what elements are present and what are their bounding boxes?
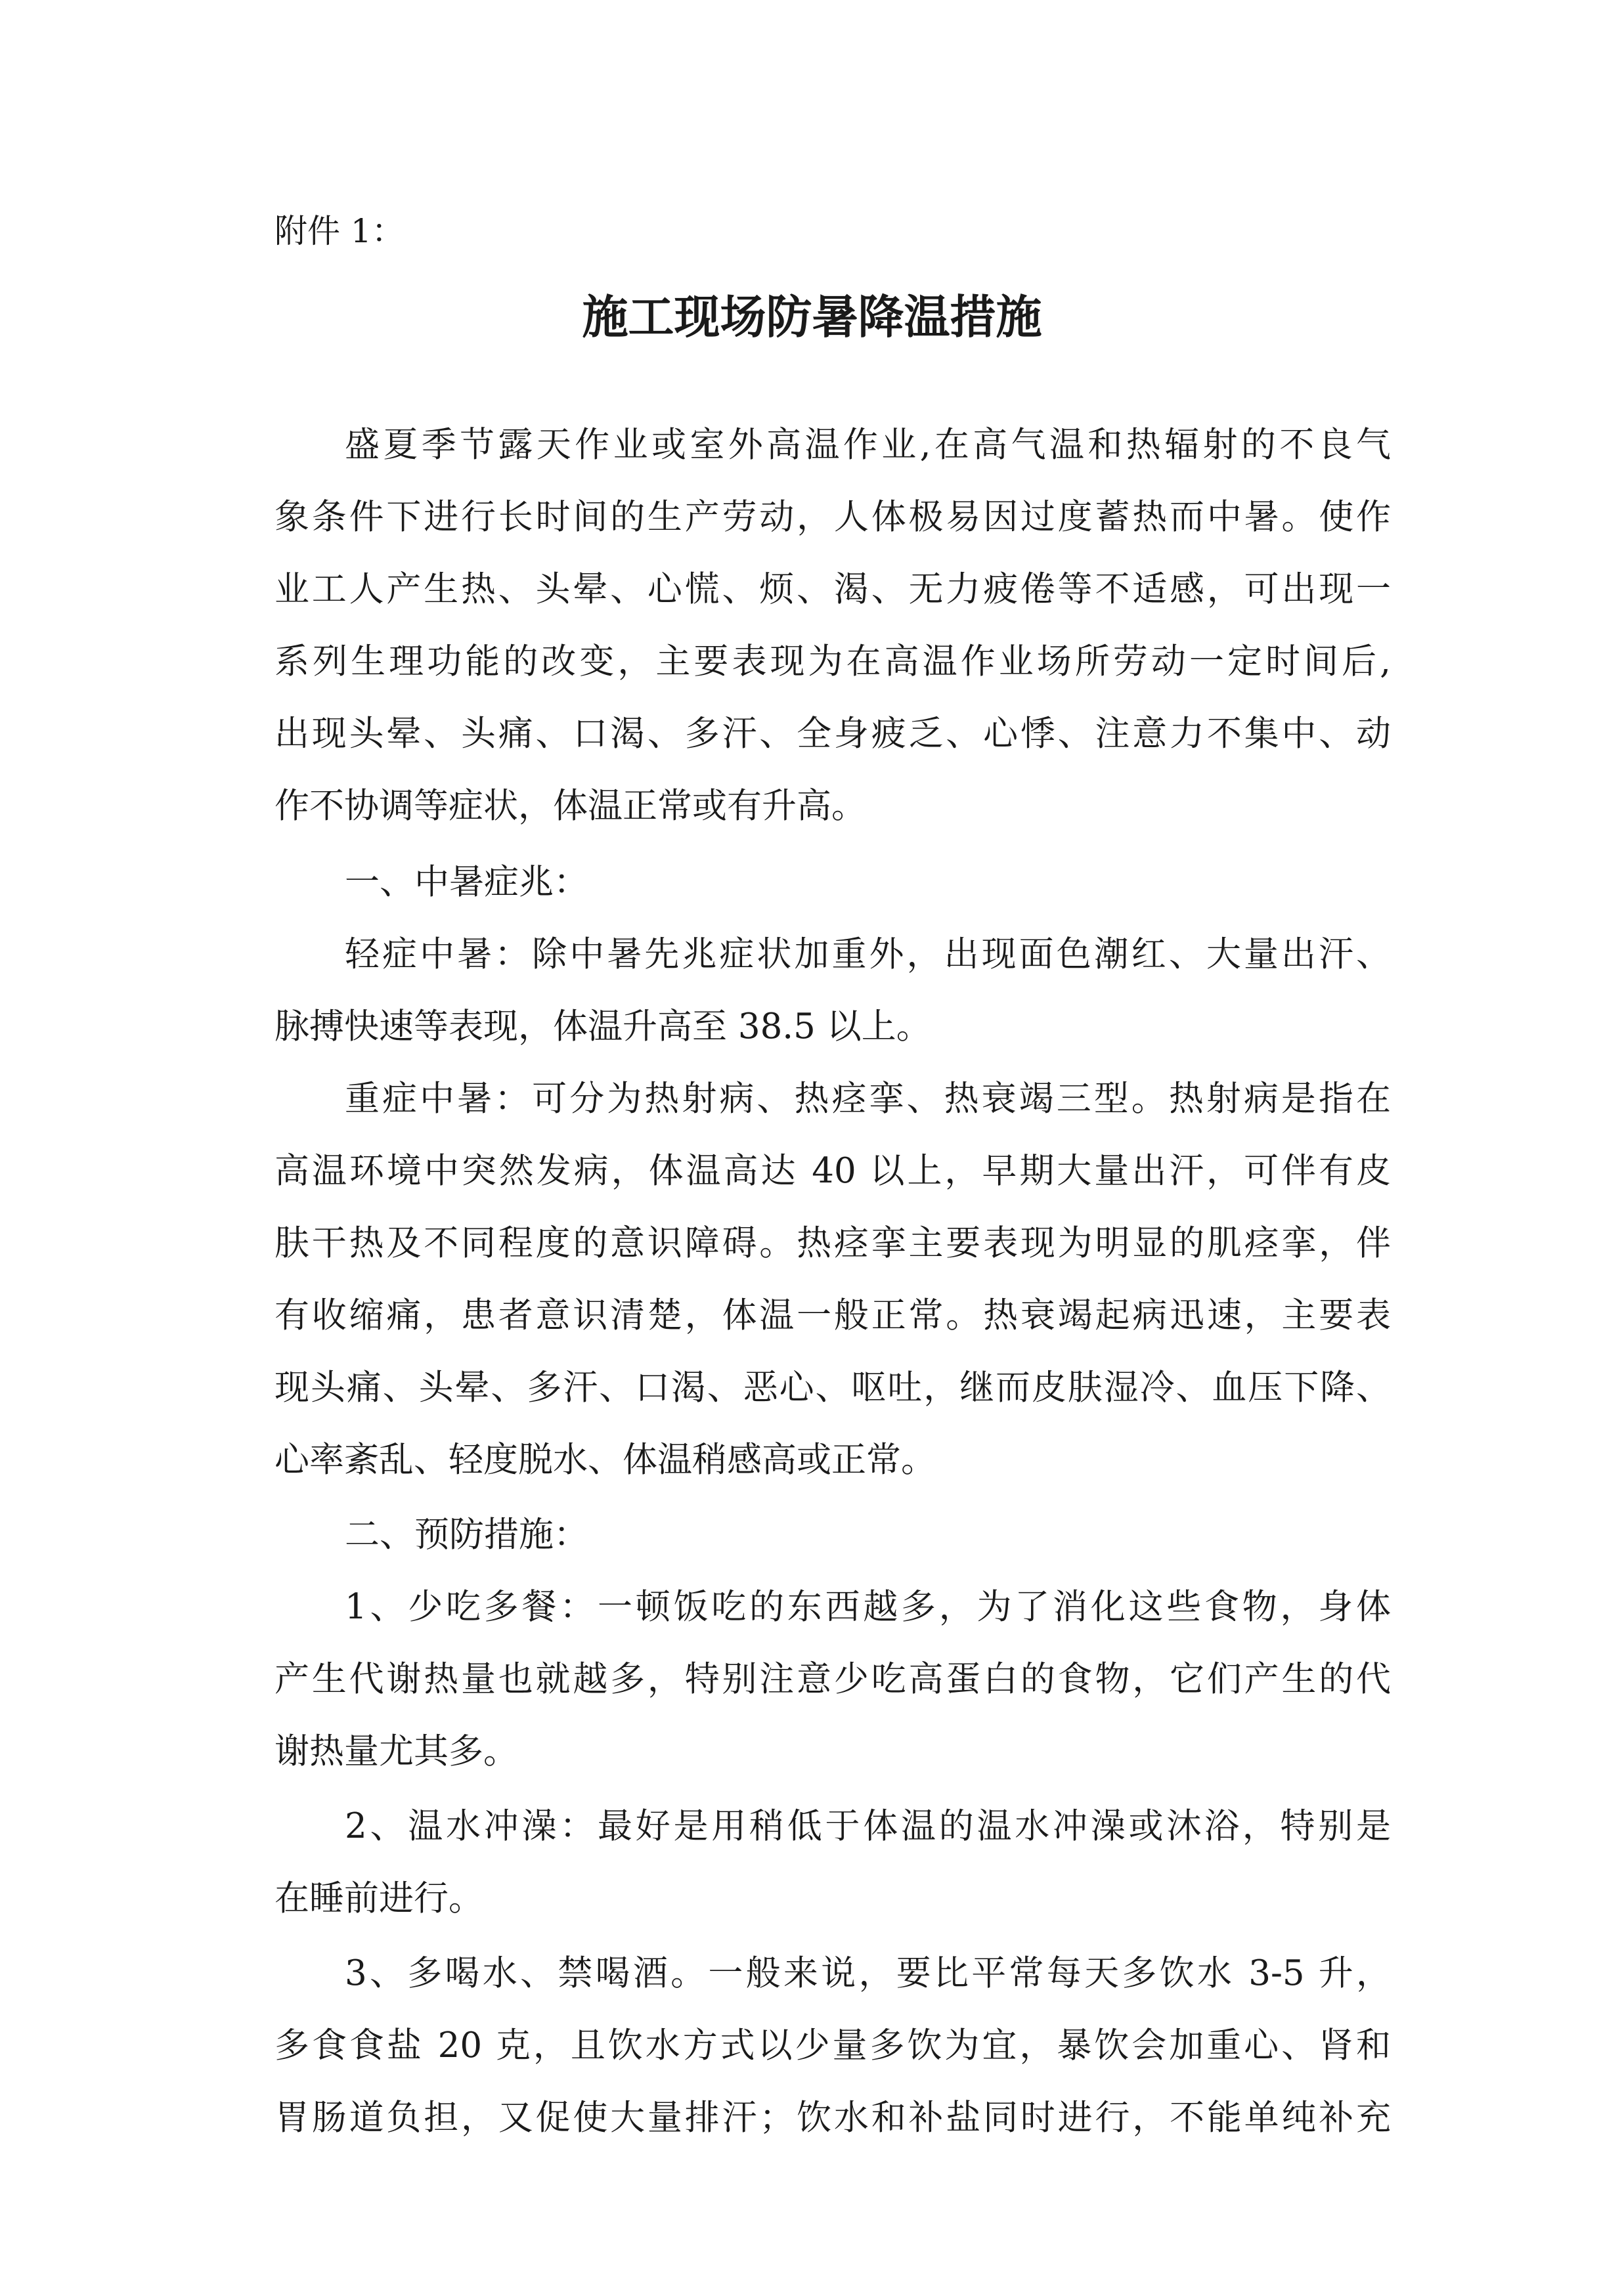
body-line: 心率紊乱、轻度脱水、体温稍感高或正常。 <box>274 1440 936 1480</box>
body-line: 轻症中暑：除中暑先兆症状加重外，出现面色潮红、大量出汗、 <box>345 934 1391 974</box>
body-line: 产生代谢热量也就越多，特别注意少吃高蛋白的食物，它们产生的代 <box>274 1659 1391 1699</box>
body-line: 2、温水冲澡：最好是用稍低于体温的温水冲澡或沐浴，特别是 <box>345 1806 1391 1846</box>
body-line: 谢热量尤其多。 <box>274 1731 518 1771</box>
body-line: 在睡前进行。 <box>274 1878 483 1918</box>
body-line: 胃肠道负担，又促使大量排汗；饮水和补盐同时进行，不能单纯补充 <box>274 2098 1391 2138</box>
document-title: 施工现场防暑降温措施 <box>582 290 1042 344</box>
body-line: 业工人产生热、头晕、心慌、烦、渴、无力疲倦等不适感，可出现一 <box>274 569 1391 609</box>
body-line: 二、预防措施： <box>345 1515 588 1555</box>
body-line: 系列生理功能的改变，主要表现为在高温作业场所劳动一定时间后, <box>274 641 1391 682</box>
body-line: 象条件下进行长时间的生产劳动，人体极易因过度蓄热而中暑。使作 <box>274 497 1391 537</box>
body-line: 现头痛、头晕、多汗、口渴、恶心、呕吐，继而皮肤湿冷、血压下降、 <box>274 1368 1391 1408</box>
body-line: 重症中暑：可分为热射病、热痉挛、热衰竭三型。热射病是指在 <box>345 1079 1391 1119</box>
body-line: 一、中暑症兆： <box>345 862 588 902</box>
body-line: 盛夏季节露天作业或室外高温作业,在高气温和热辐射的不良气 <box>345 425 1391 465</box>
body-line: 有收缩痛，患者意识清楚，体温一般正常。热衰竭起病迅速，主要表 <box>274 1295 1391 1335</box>
body-line: 1、少吃多餐：一顿饭吃的东西越多，为了消化这些食物，身体 <box>345 1587 1391 1627</box>
body-line: 脉搏快速等表现，体温升高至 38.5 以上。 <box>274 1007 931 1047</box>
body-line: 作不协调等症状，体温正常或有升高。 <box>274 786 866 826</box>
body-line: 高温环境中突然发病，体温高达 40 以上，早期大量出汗，可伴有皮 <box>274 1151 1391 1191</box>
body-line: 出现头晕、头痛、口渴、多汗、全身疲乏、心悸、注意力不集中、动 <box>274 714 1391 754</box>
body-line: 3、多喝水、禁喝酒。一般来说，要比平常每天多饮水 3-5 升， <box>345 1953 1391 1993</box>
body-line: 肤干热及不同程度的意识障碍。热痉挛主要表现为明显的肌痉挛，伴 <box>274 1223 1391 1263</box>
body-line: 多食食盐 20 克，且饮水方式以少量多饮为宜，暴饮会加重心、肾和 <box>274 2025 1391 2066</box>
attachment-label: 附件 1： <box>274 212 405 250</box>
